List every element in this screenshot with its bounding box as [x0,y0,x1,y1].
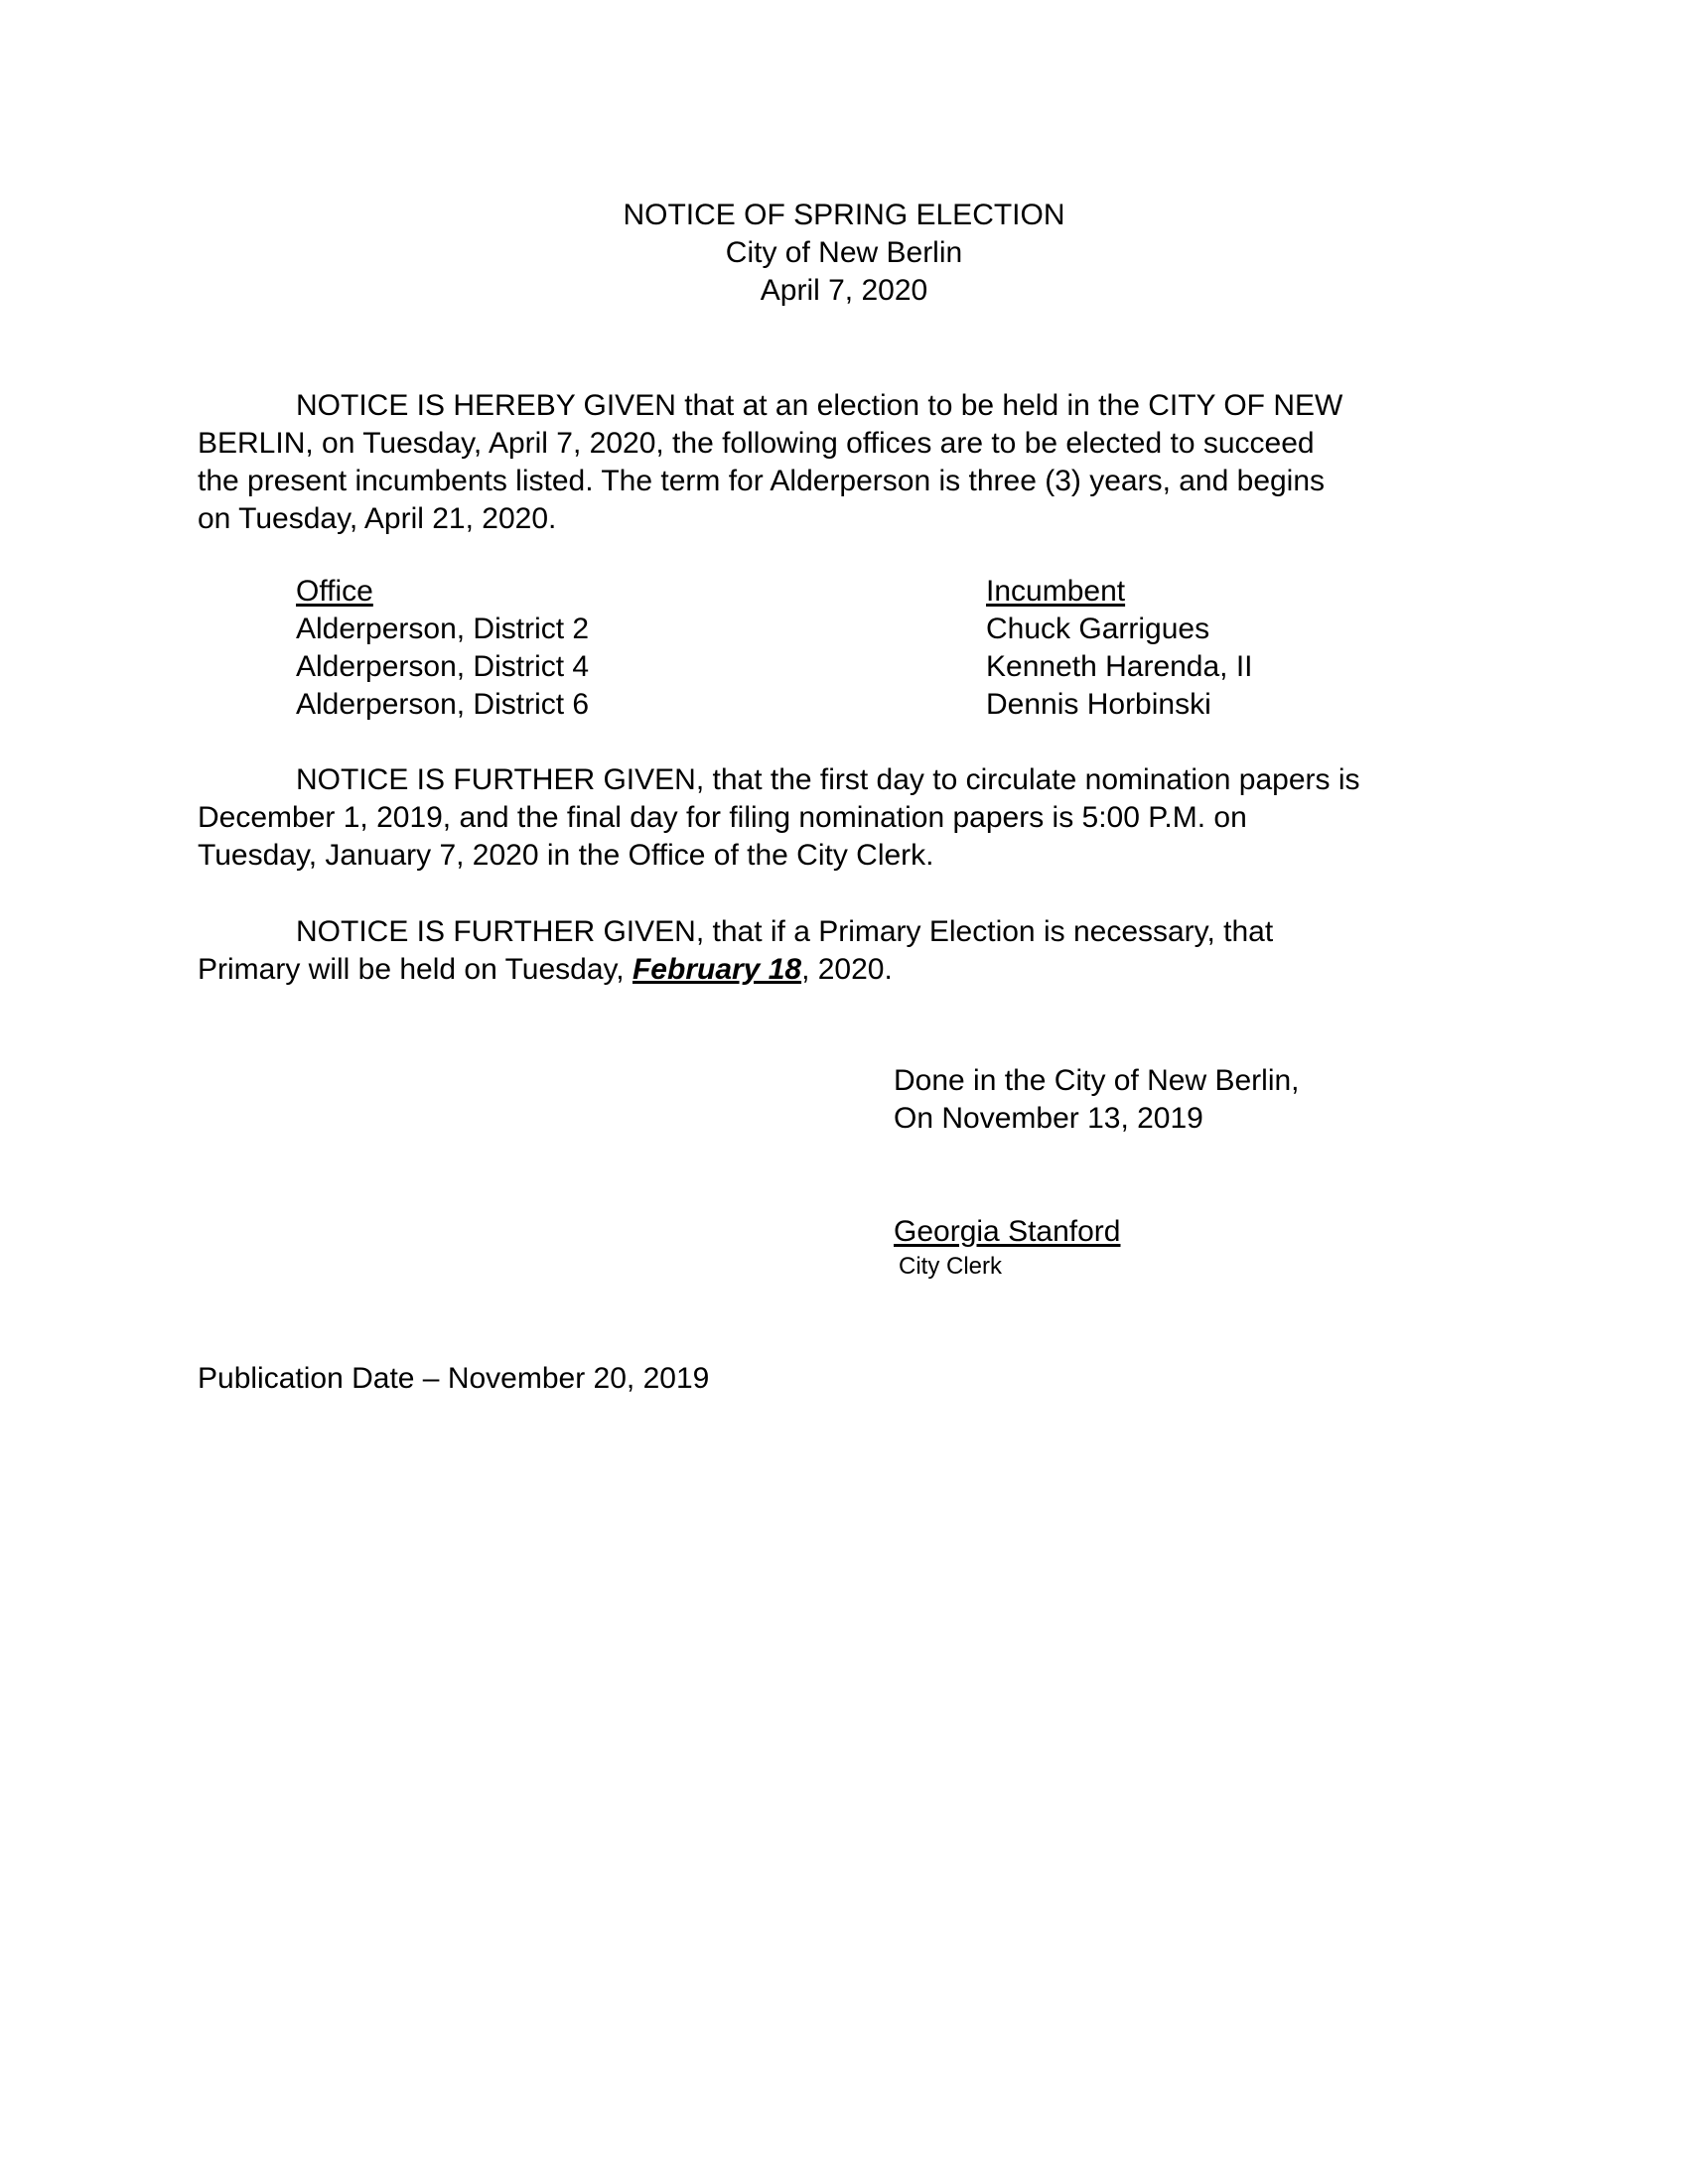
election-date: April 7, 2020 [760,274,928,307]
table-row-office: Alderperson, District 2 [296,613,590,645]
table-row-incumbent: Kenneth Harenda, II [986,650,1253,683]
notice-title: NOTICE OF SPRING ELECTION [623,199,1065,231]
paragraph2-line2: December 1, 2019, and the final day for filing nomination papers is 5:00 P.M. on [198,801,1247,834]
table-row-office: Alderperson, District 6 [296,688,590,721]
signature-name: Georgia Stanford [894,1215,1121,1248]
signature-date-line: On November 13, 2019 [894,1102,1203,1135]
paragraph2-line1: NOTICE IS FURTHER GIVEN, that the first day to circulate nomination papers is [296,763,1360,796]
primary-date-emphasis: February 18 [632,953,802,986]
paragraph2-line3: Tuesday, January 7, 2020 in the Office of the City Clerk. [198,839,934,872]
table-row-incumbent: Dennis Horbinski [986,688,1211,721]
municipality-name: City of New Berlin [725,236,963,269]
table-row-incumbent: Chuck Garrigues [986,613,1210,645]
paragraph1-line3: the present incumbents listed. The term for Alderperson is three (3) years, and begins [198,465,1326,497]
publication-date: Publication Date – November 20, 2019 [198,1362,710,1395]
paragraph1-line1: NOTICE IS HEREBY GIVEN that at an election to be held in the CITY OF NEW [296,389,1343,422]
paragraph1-line2: BERLIN, on Tuesday, April 7, 2020, the following offices are to be elected to succeed [198,427,1315,460]
paragraph1-line4: on Tuesday, April 21, 2020. [198,502,557,535]
table-row-office: Alderperson, District 4 [296,650,590,683]
paragraph3-line2 [198,951,893,989]
signature-done-line: Done in the City of New Berlin, [894,1064,1300,1097]
signature-title: City Clerk [899,1253,1003,1280]
office-column-header: Office [296,575,373,608]
primary-date-suffix: , 2020. [801,953,893,986]
paragraph3-line1: NOTICE IS FURTHER GIVEN, that if a Primary Election is necessary, that [296,915,1274,948]
incumbent-column-header: Incumbent [986,575,1126,608]
primary-date-prefix: Primary will be held on Tuesday, [198,953,633,986]
